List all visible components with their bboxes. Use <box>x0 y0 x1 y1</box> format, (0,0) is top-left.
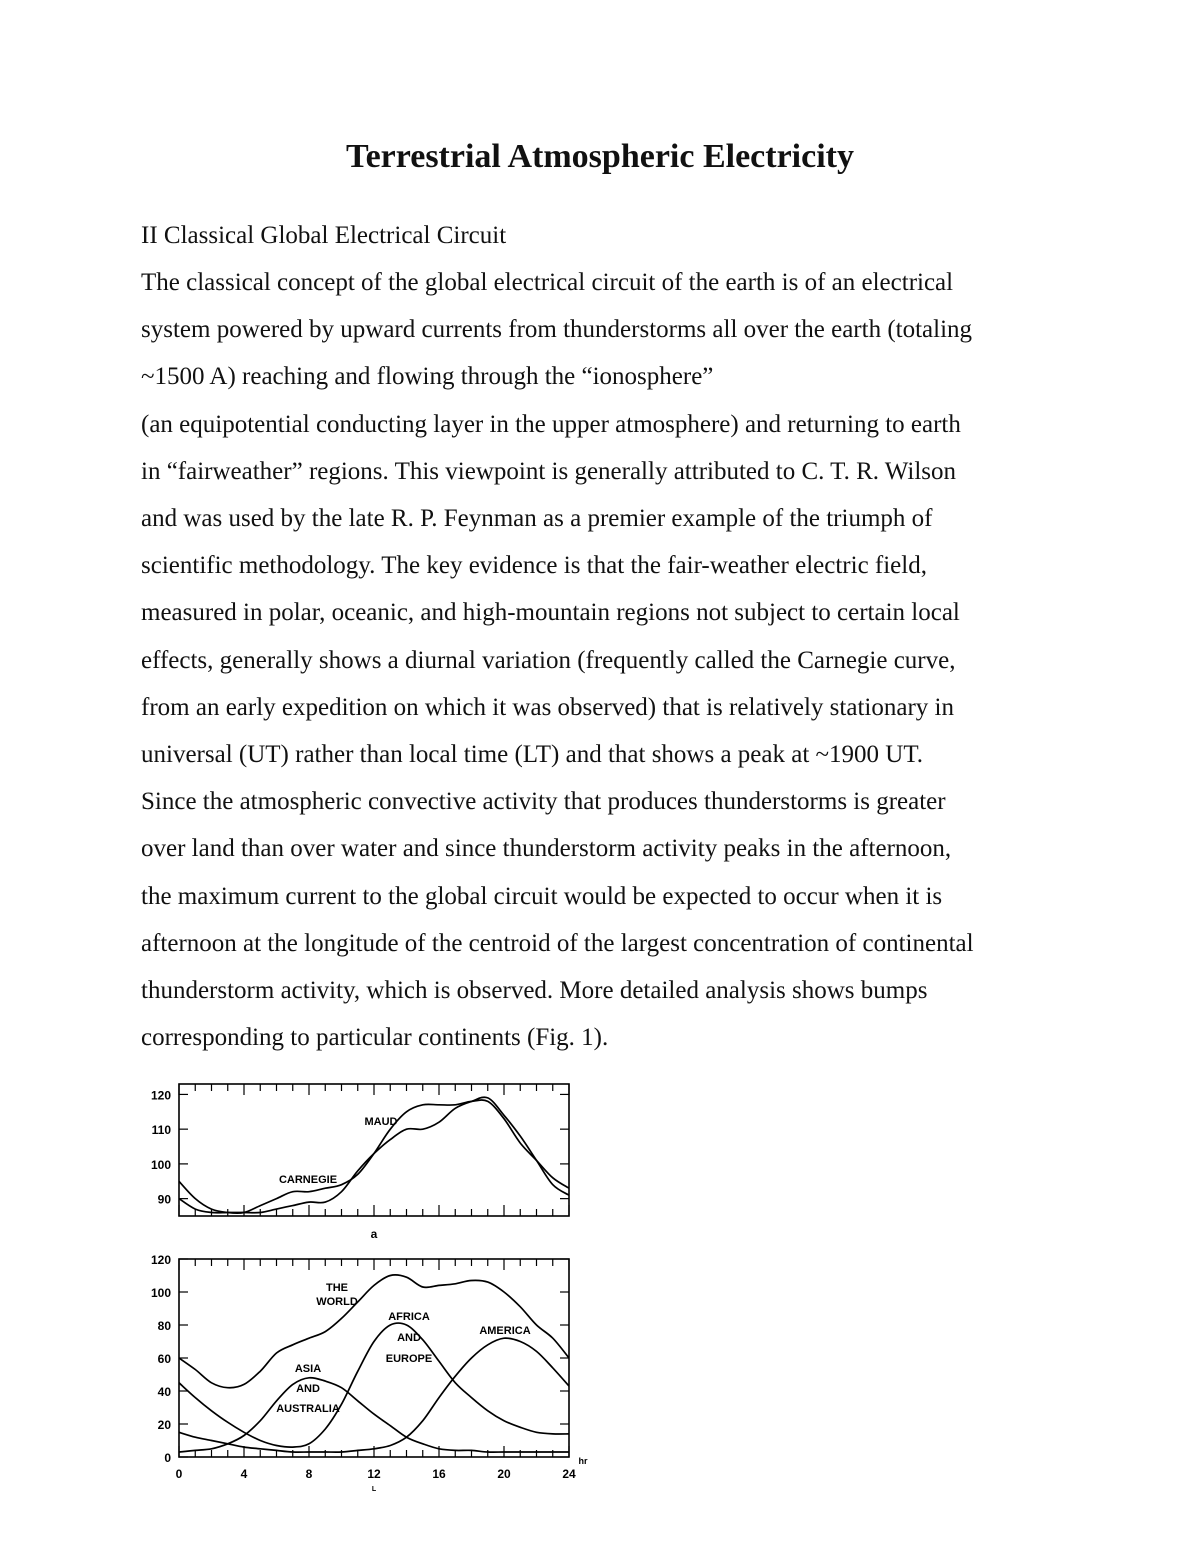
body-line: afternoon at the longitude of the centroid of the largest concentration of continental <box>141 929 974 957</box>
x-tick-label: 20 <box>497 1467 511 1481</box>
body-line: scientific methodology. The key evidence is that the fair-weather electric field, <box>141 552 927 580</box>
body-line: (an equipotential conducting layer in the upper atmosphere) and returning to earth <box>141 410 961 438</box>
series-label: MAUD <box>364 1116 398 1128</box>
y-tick-label: 0 <box>164 1451 171 1465</box>
body-line: corresponding to particular continents (Fig. 1). <box>141 1024 609 1052</box>
section-heading: II Classical Global Electrical Circuit <box>141 222 507 249</box>
body-line: measured in polar, oceanic, and high-mountain regions not subject to certain local <box>141 599 960 627</box>
panel-label: a <box>370 1227 378 1241</box>
body-line: the maximum current to the global circuit would be expected to occur when it is <box>141 882 943 910</box>
body-line: universal (UT) rather than local time (LT) and that shows a peak at ~1900 UT. <box>141 741 924 768</box>
body-line: Since the atmospheric convective activity that produces thunderstorms is greater <box>141 788 946 816</box>
document-title: Terrestrial Atmospheric Electricity <box>346 138 854 175</box>
plot-frame <box>179 1084 569 1216</box>
body-line: thunderstorm activity, which is observed. More detailed analysis shows bumps <box>141 977 928 1004</box>
y-tick-label: 120 <box>150 1088 171 1103</box>
series-line <box>179 1097 569 1213</box>
x-tick-label: 12 <box>367 1467 381 1481</box>
y-tick-label: 100 <box>150 1286 171 1300</box>
y-tick-label: 120 <box>150 1253 171 1267</box>
series-line <box>179 1378 569 1452</box>
series-label: THE WORLD <box>316 1282 358 1308</box>
body-line: effects, generally shows a diurnal variation (frequently called the Carnegie curve, <box>141 646 956 674</box>
x-tick-label: 16 <box>432 1467 446 1481</box>
y-tick-label: 110 <box>151 1123 171 1138</box>
y-tick-label: 20 <box>157 1418 171 1432</box>
y-tick-label: 60 <box>157 1352 171 1366</box>
body-line: from an early expedition on which it was observed) that is relatively stationary in <box>141 693 954 721</box>
body-line: and was used by the late R. P. Feynman as a premier example of the triumph of <box>141 505 933 532</box>
x-unit-label: hr <box>578 1456 588 1466</box>
series-label: CARNEGIE <box>278 1174 338 1186</box>
body-line: The classical concept of the global electrical circuit of the earth is of an electrical <box>141 269 954 296</box>
series-line <box>179 1338 569 1452</box>
x-tick-label: 4 <box>240 1467 248 1481</box>
series-label: AMERICA <box>479 1325 531 1337</box>
x-tick-label: 0 <box>175 1467 183 1481</box>
chart-panel-b <box>151 1253 588 1493</box>
plot-frame <box>179 1259 569 1457</box>
y-tick-label: 90 <box>157 1192 171 1207</box>
body-line: ~1500 A) reaching and flowing through the “ionosphere” <box>141 363 714 391</box>
x-axis-label: L <box>371 1486 377 1493</box>
y-tick-label: 100 <box>150 1157 171 1172</box>
series-line <box>179 1323 569 1447</box>
body-line: over land than over water and since thunderstorm activity peaks in the afternoon, <box>141 835 952 863</box>
x-tick-label: 8 <box>305 1467 313 1481</box>
y-tick-label: 40 <box>157 1385 171 1399</box>
x-tick-label: 24 <box>562 1467 576 1481</box>
chart-panel-a <box>151 1084 569 1241</box>
series-label: ASIA AND AUSTRALIA <box>276 1363 340 1415</box>
body-line: system powered by upward currents from thunderstorms all over the earth (totaling <box>141 316 973 344</box>
series-label: AFRICA AND EUROPE <box>385 1311 433 1365</box>
body-line: in “fairweather” regions. This viewpoint is generally attributed to C. T. R. Wilson <box>141 457 957 485</box>
y-tick-label: 80 <box>157 1319 171 1333</box>
